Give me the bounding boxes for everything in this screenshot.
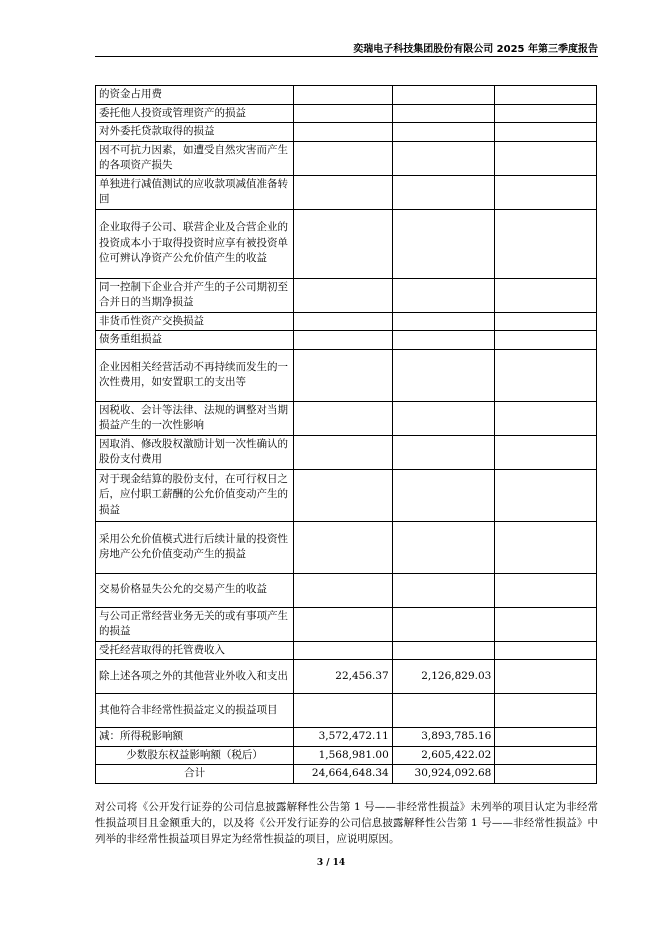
ytd-amount-cell: 2,605,422.02 [392, 746, 495, 765]
item-label-cell: 非货币性资产交换损益 [96, 312, 294, 331]
remark-cell [495, 660, 597, 694]
ytd-amount-cell [392, 104, 495, 123]
current-period-amount-cell [294, 435, 393, 469]
ytd-amount-cell [392, 278, 495, 312]
remark-cell [495, 104, 597, 123]
remark-cell [495, 209, 597, 278]
table-row [96, 104, 597, 123]
remark-cell [495, 123, 597, 142]
item-label-cell: 因不可抗力因素，如遭受自然灾害而产生的各项资产损失 [96, 141, 294, 175]
ytd-amount-cell [392, 694, 495, 728]
table-row [96, 401, 597, 435]
table-row [96, 331, 597, 350]
remark-cell [495, 521, 597, 573]
header-rule [95, 56, 598, 57]
ytd-amount-cell: 3,893,785.16 [392, 728, 495, 747]
remark-cell [495, 312, 597, 331]
ytd-amount-cell [392, 349, 495, 401]
table-row [96, 349, 597, 401]
explanatory-note: 对公司将《公开发行证券的公司信息披露解释性公告第 1 号——非经常性损益》未列举的项目认定为非经常性损益项目且金额重大的，以及将《公开发行证券的公司信息披露解释性公告第 1 号——非经常性损益》中列举的非经常性损益项目界定为经常性损益的项目，应说明原因。 [95, 801, 598, 845]
remark-cell [495, 641, 597, 660]
table-row [96, 209, 597, 278]
current-period-amount-cell [294, 573, 393, 607]
remark-cell [495, 278, 597, 312]
ytd-amount-cell [392, 573, 495, 607]
remark-cell [495, 141, 597, 175]
table-row [96, 607, 597, 641]
table-row [96, 175, 597, 209]
remark-cell [495, 401, 597, 435]
table-row [96, 278, 597, 312]
item-label-cell: 对于现金结算的股份支付，在可行权日之后，应付职工薪酬的公允价值变动产生的损益 [96, 469, 294, 521]
remark-cell [495, 728, 597, 747]
remark-cell [495, 607, 597, 641]
item-label-cell: 少数股东权益影响额（税后） [96, 746, 294, 765]
table-row [96, 141, 597, 175]
item-label-cell: 债务重组损益 [96, 331, 294, 350]
page-number: 3 / 14 [316, 858, 346, 868]
ytd-amount-cell [392, 435, 495, 469]
table-row [96, 573, 597, 607]
ytd-amount-cell [392, 86, 495, 105]
current-period-amount-cell [294, 123, 393, 142]
ytd-amount-cell: 2,126,829.03 [392, 660, 495, 694]
ytd-amount-cell [392, 641, 495, 660]
item-label-cell: 单独进行减值测试的应收款项减值准备转回 [96, 175, 294, 209]
ytd-amount-cell [392, 331, 495, 350]
table-row [96, 312, 597, 331]
item-label-cell: 其他符合非经常性损益定义的损益项目 [96, 694, 294, 728]
current-period-amount-cell [294, 86, 393, 105]
table-row [96, 746, 597, 765]
remark-cell [495, 573, 597, 607]
ytd-amount-cell [392, 469, 495, 521]
item-label-cell: 企业因相关经营活动不再持续而发生的一次性费用，如安置职工的支出等 [96, 349, 294, 401]
ytd-amount-cell [392, 607, 495, 641]
item-label-cell: 交易价格显失公允的交易产生的收益 [96, 573, 294, 607]
current-period-amount-cell [294, 312, 393, 331]
current-period-amount-cell [294, 209, 393, 278]
table-row [96, 435, 597, 469]
current-period-amount-cell [294, 401, 393, 435]
current-period-amount-cell [294, 469, 393, 521]
ytd-amount-cell [392, 312, 495, 331]
item-label-cell: 因取消、修改股权激励计划一次性确认的股份支付费用 [96, 435, 294, 469]
remark-cell [495, 331, 597, 350]
remark-cell [495, 746, 597, 765]
current-period-amount-cell [294, 349, 393, 401]
remark-cell [495, 175, 597, 209]
current-period-amount-cell [294, 104, 393, 123]
item-label-cell: 采用公允价值模式进行后续计量的投资性房地产公允价值变动产生的损益 [96, 521, 294, 573]
current-period-amount-cell: 1,568,981.00 [294, 746, 393, 765]
ytd-amount-cell [392, 209, 495, 278]
remark-cell [495, 435, 597, 469]
item-label-cell: 企业取得子公司、联营企业及合营企业的投资成本小于取得投资时应享有被投资单位可辨认净资产公允价值产生的收益 [96, 209, 294, 278]
table-row [96, 86, 597, 105]
item-label-cell: 的资金占用费 [96, 86, 294, 105]
page-header: 奕瑞电子科技集团股份有限公司 2025 年第三季度报告 [353, 44, 598, 55]
non-recurring-items-table [95, 85, 597, 784]
item-label-cell: 因税收、会计等法律、法规的调整对当期损益产生的一次性影响 [96, 401, 294, 435]
item-label-cell: 除上述各项之外的其他营业外收入和支出 [96, 660, 294, 694]
current-period-amount-cell [294, 175, 393, 209]
table-row [96, 641, 597, 660]
table-row [96, 469, 597, 521]
table-row [96, 123, 597, 142]
ytd-amount-cell [392, 521, 495, 573]
remark-cell [495, 765, 597, 784]
current-period-amount-cell [294, 607, 393, 641]
remark-cell [495, 349, 597, 401]
ytd-amount-cell [392, 141, 495, 175]
table-row [96, 521, 597, 573]
item-label-cell: 减：所得税影响额 [96, 728, 294, 747]
item-label-cell: 受托经营取得的托管费收入 [96, 641, 294, 660]
item-label-cell: 合计 [96, 765, 294, 784]
current-period-amount-cell: 24,664,648.34 [294, 765, 393, 784]
table-row [96, 660, 597, 694]
remark-cell [495, 86, 597, 105]
item-label-cell: 委托他人投资或管理资产的损益 [96, 104, 294, 123]
current-period-amount-cell [294, 641, 393, 660]
remark-cell [495, 694, 597, 728]
table-row [96, 765, 597, 784]
item-label-cell: 同一控制下企业合并产生的子公司期初至合并日的当期净损益 [96, 278, 294, 312]
ytd-amount-cell [392, 175, 495, 209]
ytd-amount-cell [392, 401, 495, 435]
current-period-amount-cell [294, 521, 393, 573]
item-label-cell: 与公司正常经营业务无关的或有事项产生的损益 [96, 607, 294, 641]
remark-cell [495, 469, 597, 521]
current-period-amount-cell: 3,572,472.11 [294, 728, 393, 747]
item-label-cell: 对外委托贷款取得的损益 [96, 123, 294, 142]
table-row [96, 728, 597, 747]
current-period-amount-cell [294, 141, 393, 175]
current-period-amount-cell [294, 278, 393, 312]
ytd-amount-cell [392, 123, 495, 142]
current-period-amount-cell [294, 694, 393, 728]
table-row [96, 694, 597, 728]
ytd-amount-cell: 30,924,092.68 [392, 765, 495, 784]
current-period-amount-cell: 22,456.37 [294, 660, 393, 694]
current-period-amount-cell [294, 331, 393, 350]
